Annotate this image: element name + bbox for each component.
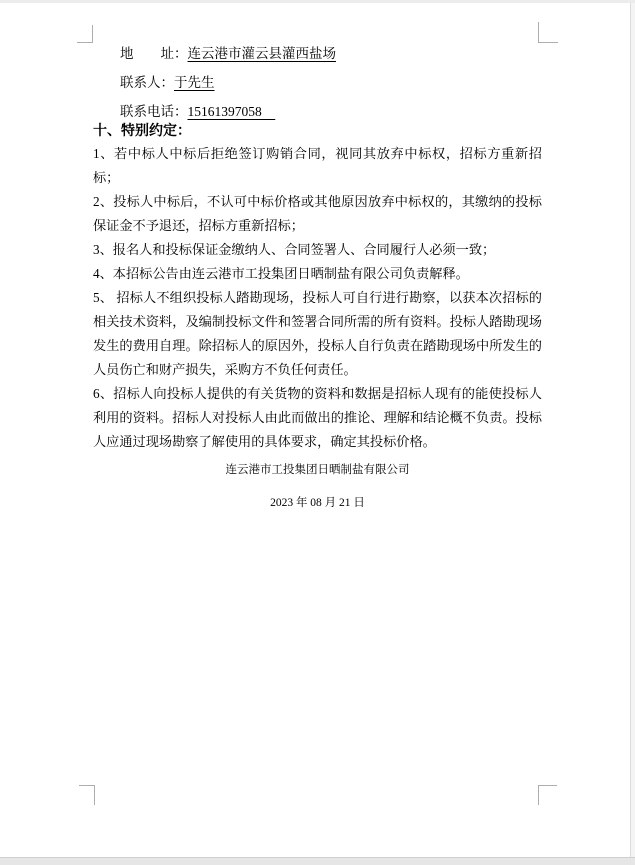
clause-4: 4、本招标公告由连云港市工投集团日晒制盐有限公司负责解释。 — [93, 266, 469, 281]
contact-info-block — [120, 39, 336, 126]
margin-crop-mark-top-right — [538, 22, 558, 43]
special-terms-clauses — [93, 142, 542, 454]
app-background-bottom-edge — [0, 857, 635, 865]
phone-label: 联系电话： — [120, 104, 188, 119]
clause-1: 1、若中标人中标后拒绝签订购销合同，视同其放弃中标权，招标方重新招标； — [93, 146, 542, 185]
clause-5: 5、 招标人不组织投标人踏勘现场，投标人可自行进行勘察，以获本次招标的相关技术资料，及编制投标文件和签署合同所需的所有资料。投标人踏勘现场发生的费用自理。除招标人的原因外，投标人自行负责在踏勘现场中所发生的人员伤亡和财产损失，采购方不负任何责任。 — [93, 290, 542, 377]
signature-date: 2023 年 08 月 21 日 — [270, 497, 365, 509]
margin-crop-mark-top-left — [77, 25, 93, 43]
clause-6: 6、招标人向投标人提供的有关货物的资料和数据是招标人现有的能使投标人利用的资料。招标人对投标人由此而做出的推论、理解和结论概不负责。投标人应通过现场勘察了解使用的具体要求，确定其投标价格。 — [93, 386, 542, 449]
document-page — [0, 3, 630, 857]
contact-person-value: 于先生 — [174, 75, 215, 90]
app-background-right-edge — [630, 3, 635, 857]
section-heading-special-terms: 十、特别约定： — [93, 122, 191, 138]
margin-crop-mark-bottom-left — [79, 785, 95, 805]
contact-person-row — [120, 68, 336, 97]
address-label: 地 址： — [120, 46, 188, 61]
address-value: 连云港市灌云县灌西盐场 — [187, 46, 336, 61]
margin-crop-mark-bottom-right — [538, 785, 557, 805]
clause-2: 2、投标人中标后，不认可中标价格或其他原因放弃中标权的，其缴纳的投标保证金不予退还，招标方重新招标； — [93, 194, 542, 233]
app-background-top-edge — [0, 0, 635, 3]
phone-value: 15161397058 — [187, 104, 276, 119]
contact-address-row — [120, 39, 336, 68]
signature-company-name: 连云港市工投集团日晒制盐有限公司 — [225, 464, 410, 476]
contact-person-label: 联系人： — [120, 75, 174, 90]
clause-3: 3、报名人和投标保证金缴纳人、合同签署人、合同履行人必须一致； — [93, 242, 496, 257]
